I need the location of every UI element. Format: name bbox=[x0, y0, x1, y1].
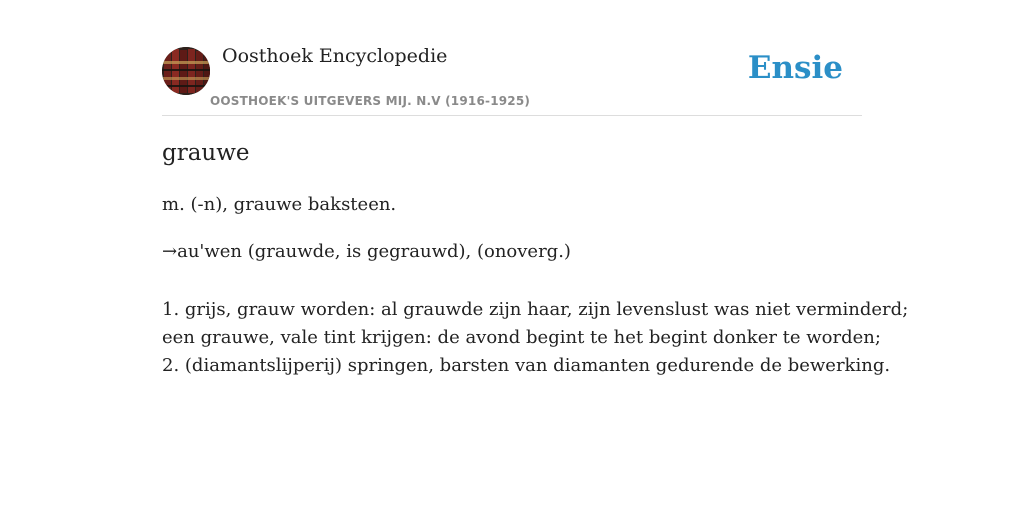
entry-body bbox=[162, 296, 908, 380]
body-line: 2. (diamantslijperij) springen, barsten van diamanten gedurende de bewerking. bbox=[162, 355, 891, 376]
avatar[interactable] bbox=[162, 47, 210, 95]
body-line: 1. grijs, grauw worden: al grauwde zijn haar, zijn levenslust was niet verminderd; bbox=[162, 299, 909, 320]
source-header bbox=[162, 0, 862, 116]
definition-line: m. (-n), grauwe baksteen. bbox=[162, 194, 397, 215]
brand-logo[interactable]: Ensie bbox=[747, 50, 843, 86]
book-spines-icon bbox=[162, 47, 210, 95]
body-line: een grauwe, vale tint krijgen: de avond begint te het begint donker te worden; bbox=[162, 327, 881, 348]
source-subtitle: OOSTHOEK'S UITGEVERS MIJ. N.V (1916-1925) bbox=[210, 94, 531, 108]
definition-line: →au'wen (grauwde, is gegrauwd), (onoverg.) bbox=[162, 241, 571, 262]
source-title[interactable]: Oosthoek Encyclopedie bbox=[222, 45, 448, 67]
article bbox=[162, 0, 909, 376]
entry-title: grauwe bbox=[162, 140, 250, 166]
